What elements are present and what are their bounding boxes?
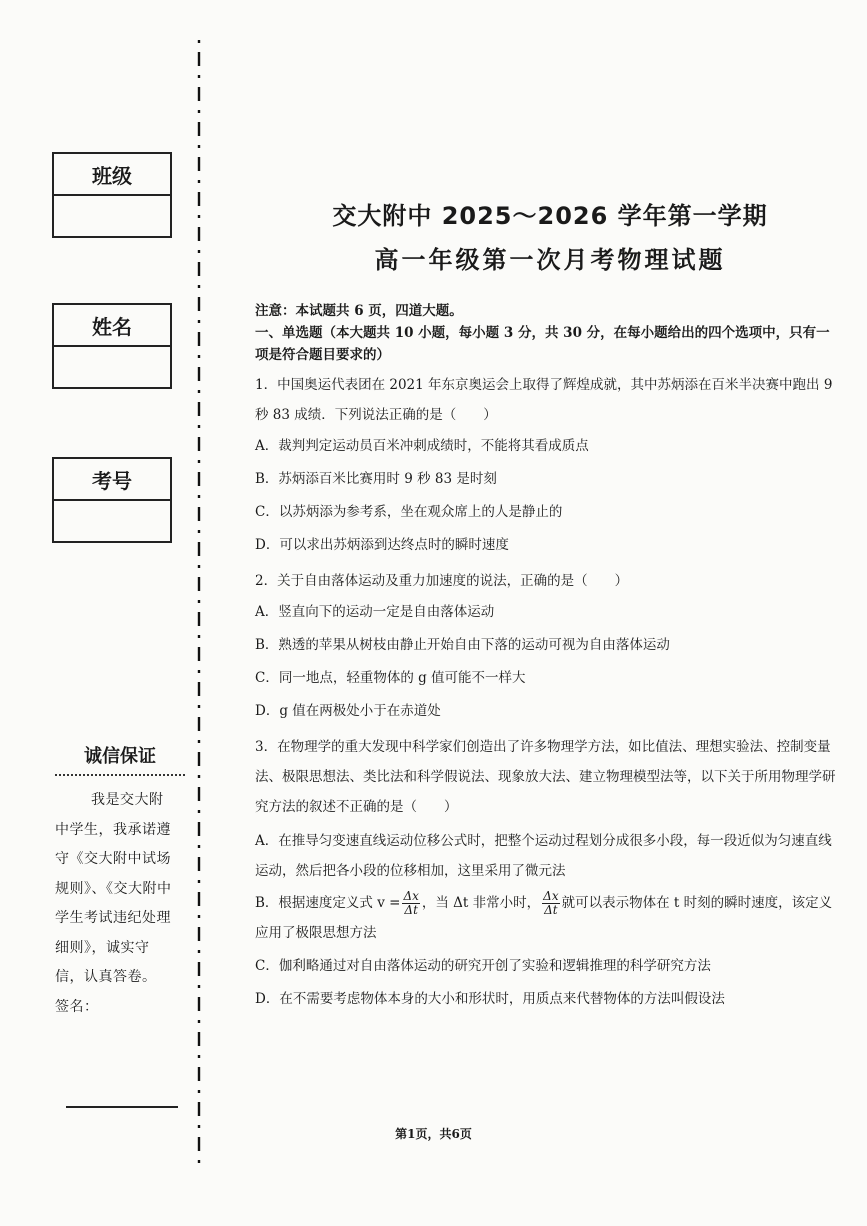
option-b-part1: B．根据速度定义式 v = (255, 895, 401, 911)
class-blank (54, 196, 170, 236)
exam-title: 交大附中 2025～2026 学年第一学期 (332, 202, 768, 230)
name-field (52, 303, 172, 389)
exam-no-field (52, 457, 172, 543)
option-d: D．g 值在两极处小于在赤道处 (255, 703, 441, 719)
option-b-part2: ，当 Δt 非常小时， (421, 895, 541, 911)
option-a: A．竖直向下的运动一定是自由落体运动 (255, 604, 495, 620)
exam-no-label: 考号 (54, 459, 170, 501)
option-a: A．在推导匀变速直线运动位移公式时，把整个运动过程划分成很多小段，每一段近似为匀速直线运动，然后把各小段的位移相加，这里采用了微元法 (255, 833, 832, 879)
question-3 (255, 732, 837, 1016)
fraction-numerator: Δx (543, 889, 559, 903)
option-d: D．在不需要考虑物体本身的大小和形状时，用质点来代替物体的方法叫假设法 (255, 991, 725, 1007)
option-b: B．苏炳添百米比赛用时 9 秒 83 是时刻 (255, 471, 497, 487)
velocity-fraction-2 (542, 890, 559, 917)
option-c: C．伽利略通过对自由落体运动的研究开创了实验和逻辑推理的科学研究方法 (255, 958, 711, 974)
name-label: 姓名 (54, 305, 170, 347)
option-b (255, 888, 837, 948)
question-1 (255, 370, 837, 562)
option-b-part3: 就可以表示物体在 t 时刻的瞬时速度，该定义应用了极限思想方法 (255, 895, 833, 941)
binding-margin (0, 0, 210, 1226)
exam-header (250, 198, 850, 278)
fraction-numerator: Δx (403, 889, 419, 903)
honesty-title: 诚信保证 (55, 742, 185, 776)
question-stem: 1．中国奥运代表团在 2021 年东京奥运会上取得了辉煌成就，其中苏炳添在百米半决赛中跑出 9 秒 83 成绩．下列说法正确的是（ ） (255, 377, 833, 423)
sign-label: 签名： (55, 998, 99, 1015)
binding-dashed-line (195, 40, 203, 1170)
class-field (52, 152, 172, 238)
fraction-denominator: Δt (544, 903, 558, 917)
option-b: B．熟透的苹果从树枝由静止开始自由下落的运动可视为自由落体运动 (255, 637, 670, 653)
signature-line (66, 1106, 178, 1108)
option-c: C．以苏炳添为参考系，坐在观众席上的人是静止的 (255, 504, 563, 520)
exam-subtitle: 高一年级第一次月考物理试题 (374, 246, 726, 274)
page-footer: 第1页，共6页 (395, 1127, 472, 1141)
notice: 注意：本试题共 6 页，四道大题。 (255, 303, 463, 319)
exam-no-blank (54, 501, 170, 541)
question-stem: 2．关于自由落体运动及重力加速度的说法，正确的是（ ） (255, 573, 629, 589)
question-2 (255, 566, 837, 728)
option-d: D．可以求出苏炳添到达终点时的瞬时速度 (255, 537, 509, 553)
velocity-fraction (402, 890, 419, 917)
fraction-denominator: Δt (404, 903, 418, 917)
honesty-pledge (55, 742, 185, 1051)
honesty-text (55, 786, 177, 1051)
section-heading: 一、单选题（本大题共 10 小题，每小题 3 分，共 30 分，在每小题给出的四个选项中，只有一项是符合题目要求的） (255, 325, 830, 363)
option-a: A．裁判判定运动员百米冲刺成绩时，不能将其看成质点 (255, 438, 589, 454)
question-stem: 3．在物理学的重大发现中科学家们创造出了许多物理学方法，如比值法、理想实验法、控制变量法、极限思想法、类比法和科学假说法、现象放大法、建立物理模型法等，以下关于所用物理学研究方法的叙述不正确的是（ ） (255, 739, 836, 815)
name-blank (54, 347, 170, 387)
class-label: 班级 (54, 154, 170, 196)
option-c: C．同一地点，轻重物体的 g 值可能不一样大 (255, 670, 526, 686)
honesty-body: 我是交大附中学生，我承诺遵守《交大附中试场规则》、《交大附中学生考试违纪处理细则》，诚实守信，认真答卷。 (55, 792, 172, 985)
exam-content (255, 300, 837, 1016)
